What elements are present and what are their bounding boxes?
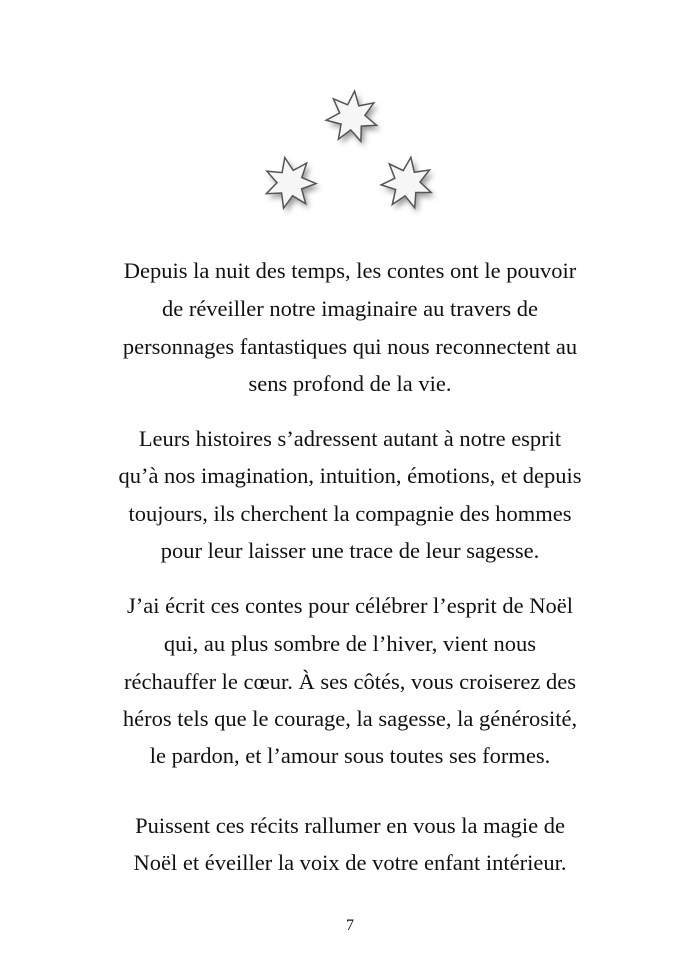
text-line: sens profond de la vie. [248, 371, 452, 396]
text-line: Leurs histoires s’adressent autant à notre esprit [138, 426, 562, 451]
text-line: Depuis la nuit des temps, les contes ont le pouvoir [123, 258, 577, 283]
page-number: 7 [346, 917, 354, 934]
three-stars-icon [0, 0, 700, 240]
text-line: J’ai écrit ces contes pour célébrer l’esprit de Noël [126, 593, 574, 618]
text-line: qui, au plus sombre de l’hiver, vient nous [163, 631, 537, 656]
text-line: Noël et éveiller la voix de votre enfant intérieur. [133, 850, 567, 875]
text-line: le pardon, et l’amour sous toutes ses formes. [149, 743, 551, 768]
text-line: qu’à nos imagination, intuition, émotions, et depuis [118, 463, 582, 488]
text-line: personnages fantastiques qui nous reconnectent au [122, 334, 578, 359]
text-line: héros tels que le courage, la sagesse, la générosité, [122, 706, 578, 731]
text-line: toujours, ils cherchent la compagnie des hommes [128, 501, 572, 526]
text-line: pour leur laisser une trace de leur sagesse. [160, 538, 540, 563]
text-line: Puissent ces récits rallumer en vous la magie de [135, 813, 565, 838]
text-line: de réveiller notre imaginaire au travers de [161, 296, 539, 321]
text-line: réchauffer le cœur. À ses côtés, vous croiserez des [124, 669, 576, 694]
